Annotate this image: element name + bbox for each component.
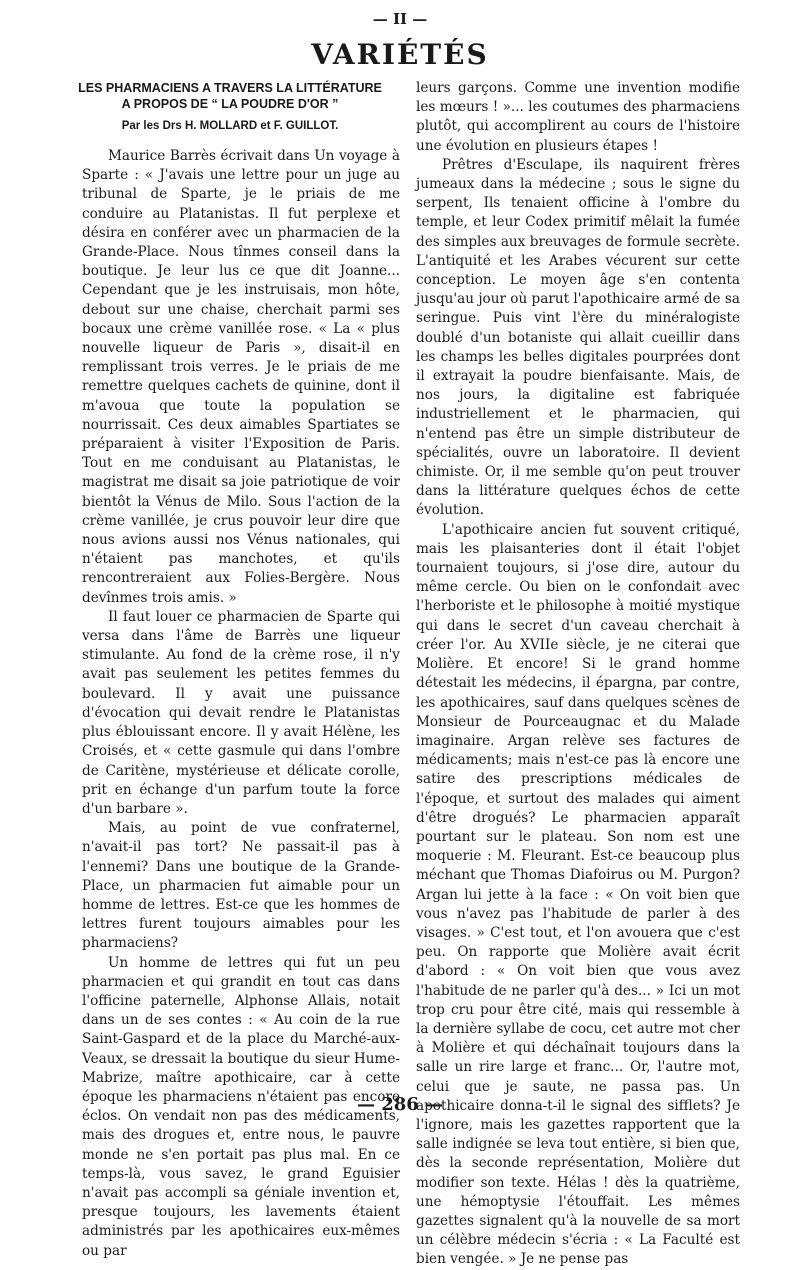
paragraph: Prêtres d'Esculape, ils naquirent frères jumeaux dans la médecine ; sous le signe du serpent, Ils tenaient officine à l'ombre du temple, et leur Codex primitif mêlait la fumée des simples aux breuvages de formule secrète. L'antiquité et les Arabes vécurent sur cette conception. Le moyen âge s'en contenta jusqu'au jour où parut l'apothicaire armé de sa seringue. Puis vint l'ère du minéralogiste doublé d'un botaniste qui allait cueillir dans les champs les belles digitales pourprées dont il extrayait la poudre bienfaisante. Mais, de nos jours, la digitaline est fabriquée industriellement et le pharmacien, qui n'entend pas être un simple distributeur de spécialités, ouvre un laboratoire. Il devient chimiste. Or, il me semble qu'on peut trouver dans la littérature quelques échos de cette évolution. <box>416 156 740 519</box>
paragraph: Il faut louer ce pharmacien de Sparte qui versa dans l'âme de Barrès une liqueur stimulante. Au fond de la crème rose, il n'y avait pas seulement les petites femmes du boulevard. Il y avait une puissance d'évocation qui devait rendre le Platanistas plus éblouissant encore. Il y avait Hélène, les Croisés, et « cette gasmule qui dans l'ombre de Caritène, mystérieuse et délicate corolle, prit en échange d'un parfum toute la force d'un barbare ». <box>82 608 400 817</box>
paragraph: L'apothicaire ancien fut souvent critiqué, mais les plaisanteries dont il était l'objet tournaient toujours, si j'ose dire, autour du même cercle. Ou bien on le confondait avec l'herboriste et le philosophe à moitié mystique qui dans le secret d'un caveau cherchait à créer l'or. Au XVIIe siècle, je ne citerai que Molière. Et encore! Si le grand homme détestait les médecins, il épargna, par contre, les apothicaires, sauf dans quelques scènes de Monsieur de Pourceaugnac et du Malade imaginaire. Argan relève ses factures de médicaments; mais n'est-ce pas là encore une satire des prescriptions médicales de l'époque, et surtout des malades qui aiment d'être drogués? Le pharmacien apparaît pourtant sur le plateau. Son nom est une moquerie : M. Fleurant. Est-ce beaucoup plus méchant que Thomas Diafoirus ou M. Purgon? Argan lui jette à la face : « On voit bien que vous n'avez pas l'habitude de parler à des visages. » C'est tout, et l'on avouera que c'est peu. On rapporte que Molière avait écrit d'abord : « On voit bien que vous avez l'habitude de ne parler qu'à des... » Ici un mot trop cru pour être cité, mais qui ressemble à la dernière syllabe de cocu, cet autre mot cher à Molière et qui déchaînait toujours dans la salle un rire large et franc... Or, l'autre mot, celui que je saute, ne passa pas. Un apothicaire donna-t-il le signal des sifflets? Je l'ignore, mais les gazettes rapportent que la salle indignée se leva tout entière, si bien que, dès la seconde représentation, Molière dut modifier son texte. Hélas ! dès la quatrième, une hémoptysie l'étouffait. Les mêmes gazettes signalent qu'à la nouvelle de sa mort un célèbre médecin s'écria : « La Faculté est bien vengée. » Je ne pense pas <box>416 521 740 1268</box>
article-authors: Par les Drs H. MOLLARD et F. GUILLOT. <box>121 120 339 132</box>
right-column <box>416 79 740 1270</box>
page-folio: — 286 — <box>356 1094 444 1115</box>
article-heading <box>60 80 400 132</box>
page-number-roman: — II — <box>372 10 428 28</box>
paragraph: leurs garçons. Comme une invention modifie les mœurs ! »... les coutumes des pharmaciens plutôt, qui accomplirent au cours de l'histoire une évolution en plusieurs étapes ! <box>416 80 740 154</box>
paragraph: Un homme de lettres qui fut un peu pharmacien et qui grandit en tout cas dans l'officine paternelle, Alphonse Allais, notait dans un de ses contes : « Au coin de la rue Saint-Gaspard et de la place du Marché-aux-Veaux, se dressait la boutique du sieur Hume-Mabrize, maître apothicaire, car à cette époque les pharmaciens n'étaient pas encore éclos. On vendait non pas des médicaments, mais des drogues et, entre nous, le pauvre monde ne s'en portait pas plus mal. En ce temps-là, vous savez, le grand Eguisier n'avait pas accompli sa géniale invention et, presque toujours, les lavements étaient administrés par les apothicaires eux-mêmes ou par <box>82 954 400 1259</box>
paragraph: Maurice Barrès écrivait dans Un voyage à Sparte : « J'avais une lettre pour un juge au tribunal de Sparte, je le priais de me conduire au Platanistas. Il fut perplexe et désira en conférer avec un pharmacien de la Grande-Place. Nous tînmes conseil dans la boutique. Je leur lus ce que dit Joanne... Cependant que je les instruisais, mon hôte, debout sur une chaise, cherchait parmi ses bocaux une crème vanillée rose. « La « plus nouvelle liqueur de Paris », disait-il en remplissant trois verres. Je le priais de me remettre quelques cachets de quinine, dont il m'avoua que toute la population se nourrissait. Ces deux aimables Spartiates se préparaient à visiter l'Exposition de Paris. Tout en me conduisant au Platanistas, le magistrat me disait sa joie patriotique de voir bientôt la Vénus de Milo. Sous l'action de la crème vanillée, je crus pouvoir leur dire que nous avions aussi nos Vénus nationales, qui n'étaient pas manchotes, et qu'ils rencontreraient aux Folies-Bergère. Nous devînmes trois amis. » <box>82 148 400 606</box>
section-title: VARIÉTÉS <box>311 38 489 71</box>
article-title-line-1: LES PHARMACIENS A TRAVERS LA LITTÉRATURE <box>78 81 382 95</box>
paragraph: Mais, au point de vue confraternel, n'avait-il pas tort? Ne passait-il pas à l'ennemi? Dans une boutique de la Grande-Place, un pharmacien fut aimable pour un homme de lettres. Est-ce que les hommes de lettres furent toujours aimables pour les pharmaciens? <box>82 820 400 952</box>
article-title-line-2: A PROPOS DE “ LA POUDRE D'OR ” <box>121 97 339 111</box>
